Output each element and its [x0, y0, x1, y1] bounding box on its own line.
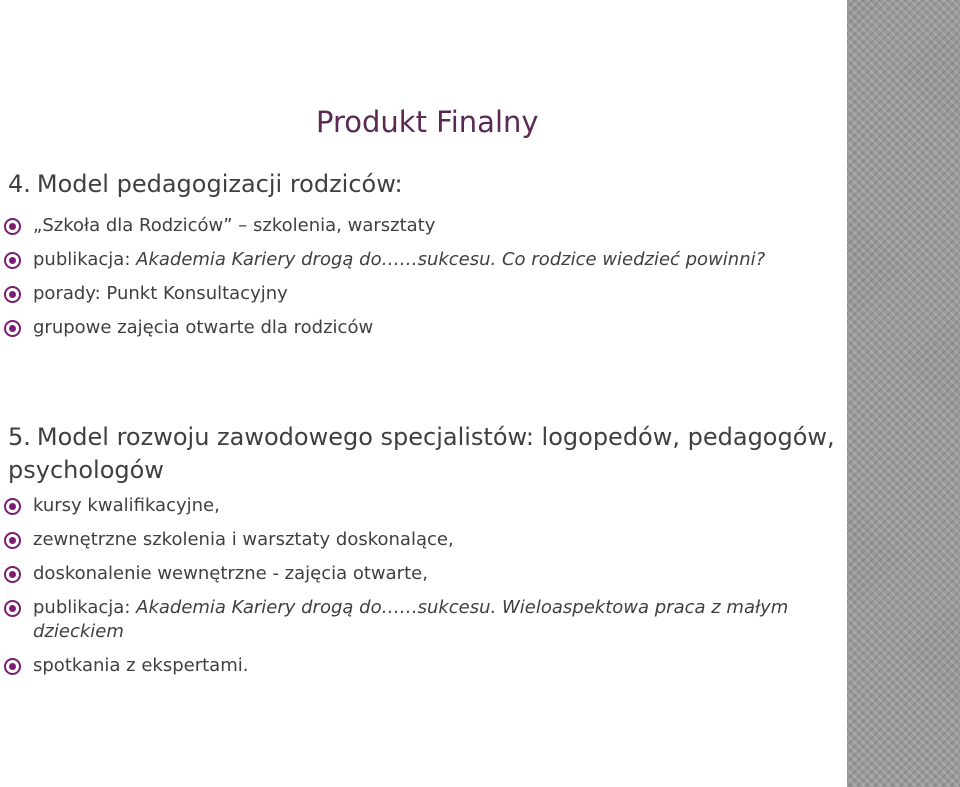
list-item-text: zewnętrzne szkolenia i warsztaty doskonalące,	[33, 529, 454, 550]
list-item	[0, 654, 845, 678]
list-item	[0, 596, 845, 644]
list-item	[0, 282, 845, 306]
publication-title: Akademia Kariery drogą do……sukcesu. Co rodzice wiedzieć powinni?	[136, 249, 766, 270]
section-4-list	[0, 214, 845, 340]
list-item-text: kursy kwalifikacyjne,	[33, 495, 220, 516]
section-5-heading	[8, 421, 838, 487]
list-item	[0, 214, 845, 238]
section-4-heading-text: Model pedagogizacji rodziców:	[36, 170, 403, 198]
circle-dot-bullet-icon	[4, 600, 21, 617]
circle-dot-bullet-icon	[4, 658, 21, 675]
circle-dot-bullet-icon	[4, 286, 21, 303]
circle-dot-bullet-icon	[4, 566, 21, 583]
circle-dot-bullet-icon	[4, 532, 21, 549]
section-5-heading-text: Model rozwoju zawodowego specjalistów: logopedów, pedagogów, psychologów	[8, 423, 835, 484]
circle-dot-bullet-icon	[4, 320, 21, 337]
list-item-prefix: publikacja:	[33, 249, 137, 270]
list-item-text: spotkania z ekspertami.	[33, 655, 249, 676]
list-item	[0, 562, 845, 586]
list-item	[0, 316, 845, 340]
decorative-side-strip	[847, 0, 960, 787]
section-4-number: 4.	[8, 170, 31, 198]
list-item-text: porady: Punkt Konsultacyjny	[33, 283, 288, 304]
list-item-text: grupowe zajęcia otwarte dla rodziców	[33, 317, 374, 338]
circle-dot-bullet-icon	[4, 218, 21, 235]
list-item-text: „Szkoła dla Rodziców” – szkolenia, warsztaty	[33, 215, 436, 236]
list-item	[0, 494, 845, 518]
section-5-number: 5.	[8, 423, 31, 451]
section-5-list	[0, 494, 845, 678]
list-item	[0, 528, 845, 552]
circle-dot-bullet-icon	[4, 498, 21, 515]
list-item-text: doskonalenie wewnętrzne - zajęcia otwarte,	[33, 563, 428, 584]
list-item-prefix: publikacja:	[33, 597, 137, 618]
slide-title: Produkt Finalny	[316, 105, 539, 139]
publication-title: Akademia Kariery drogą do……sukcesu. Wieloaspektowa praca z małym dzieckiem	[33, 597, 789, 642]
section-4-heading	[8, 168, 403, 201]
circle-dot-bullet-icon	[4, 252, 21, 269]
list-item	[0, 248, 845, 272]
